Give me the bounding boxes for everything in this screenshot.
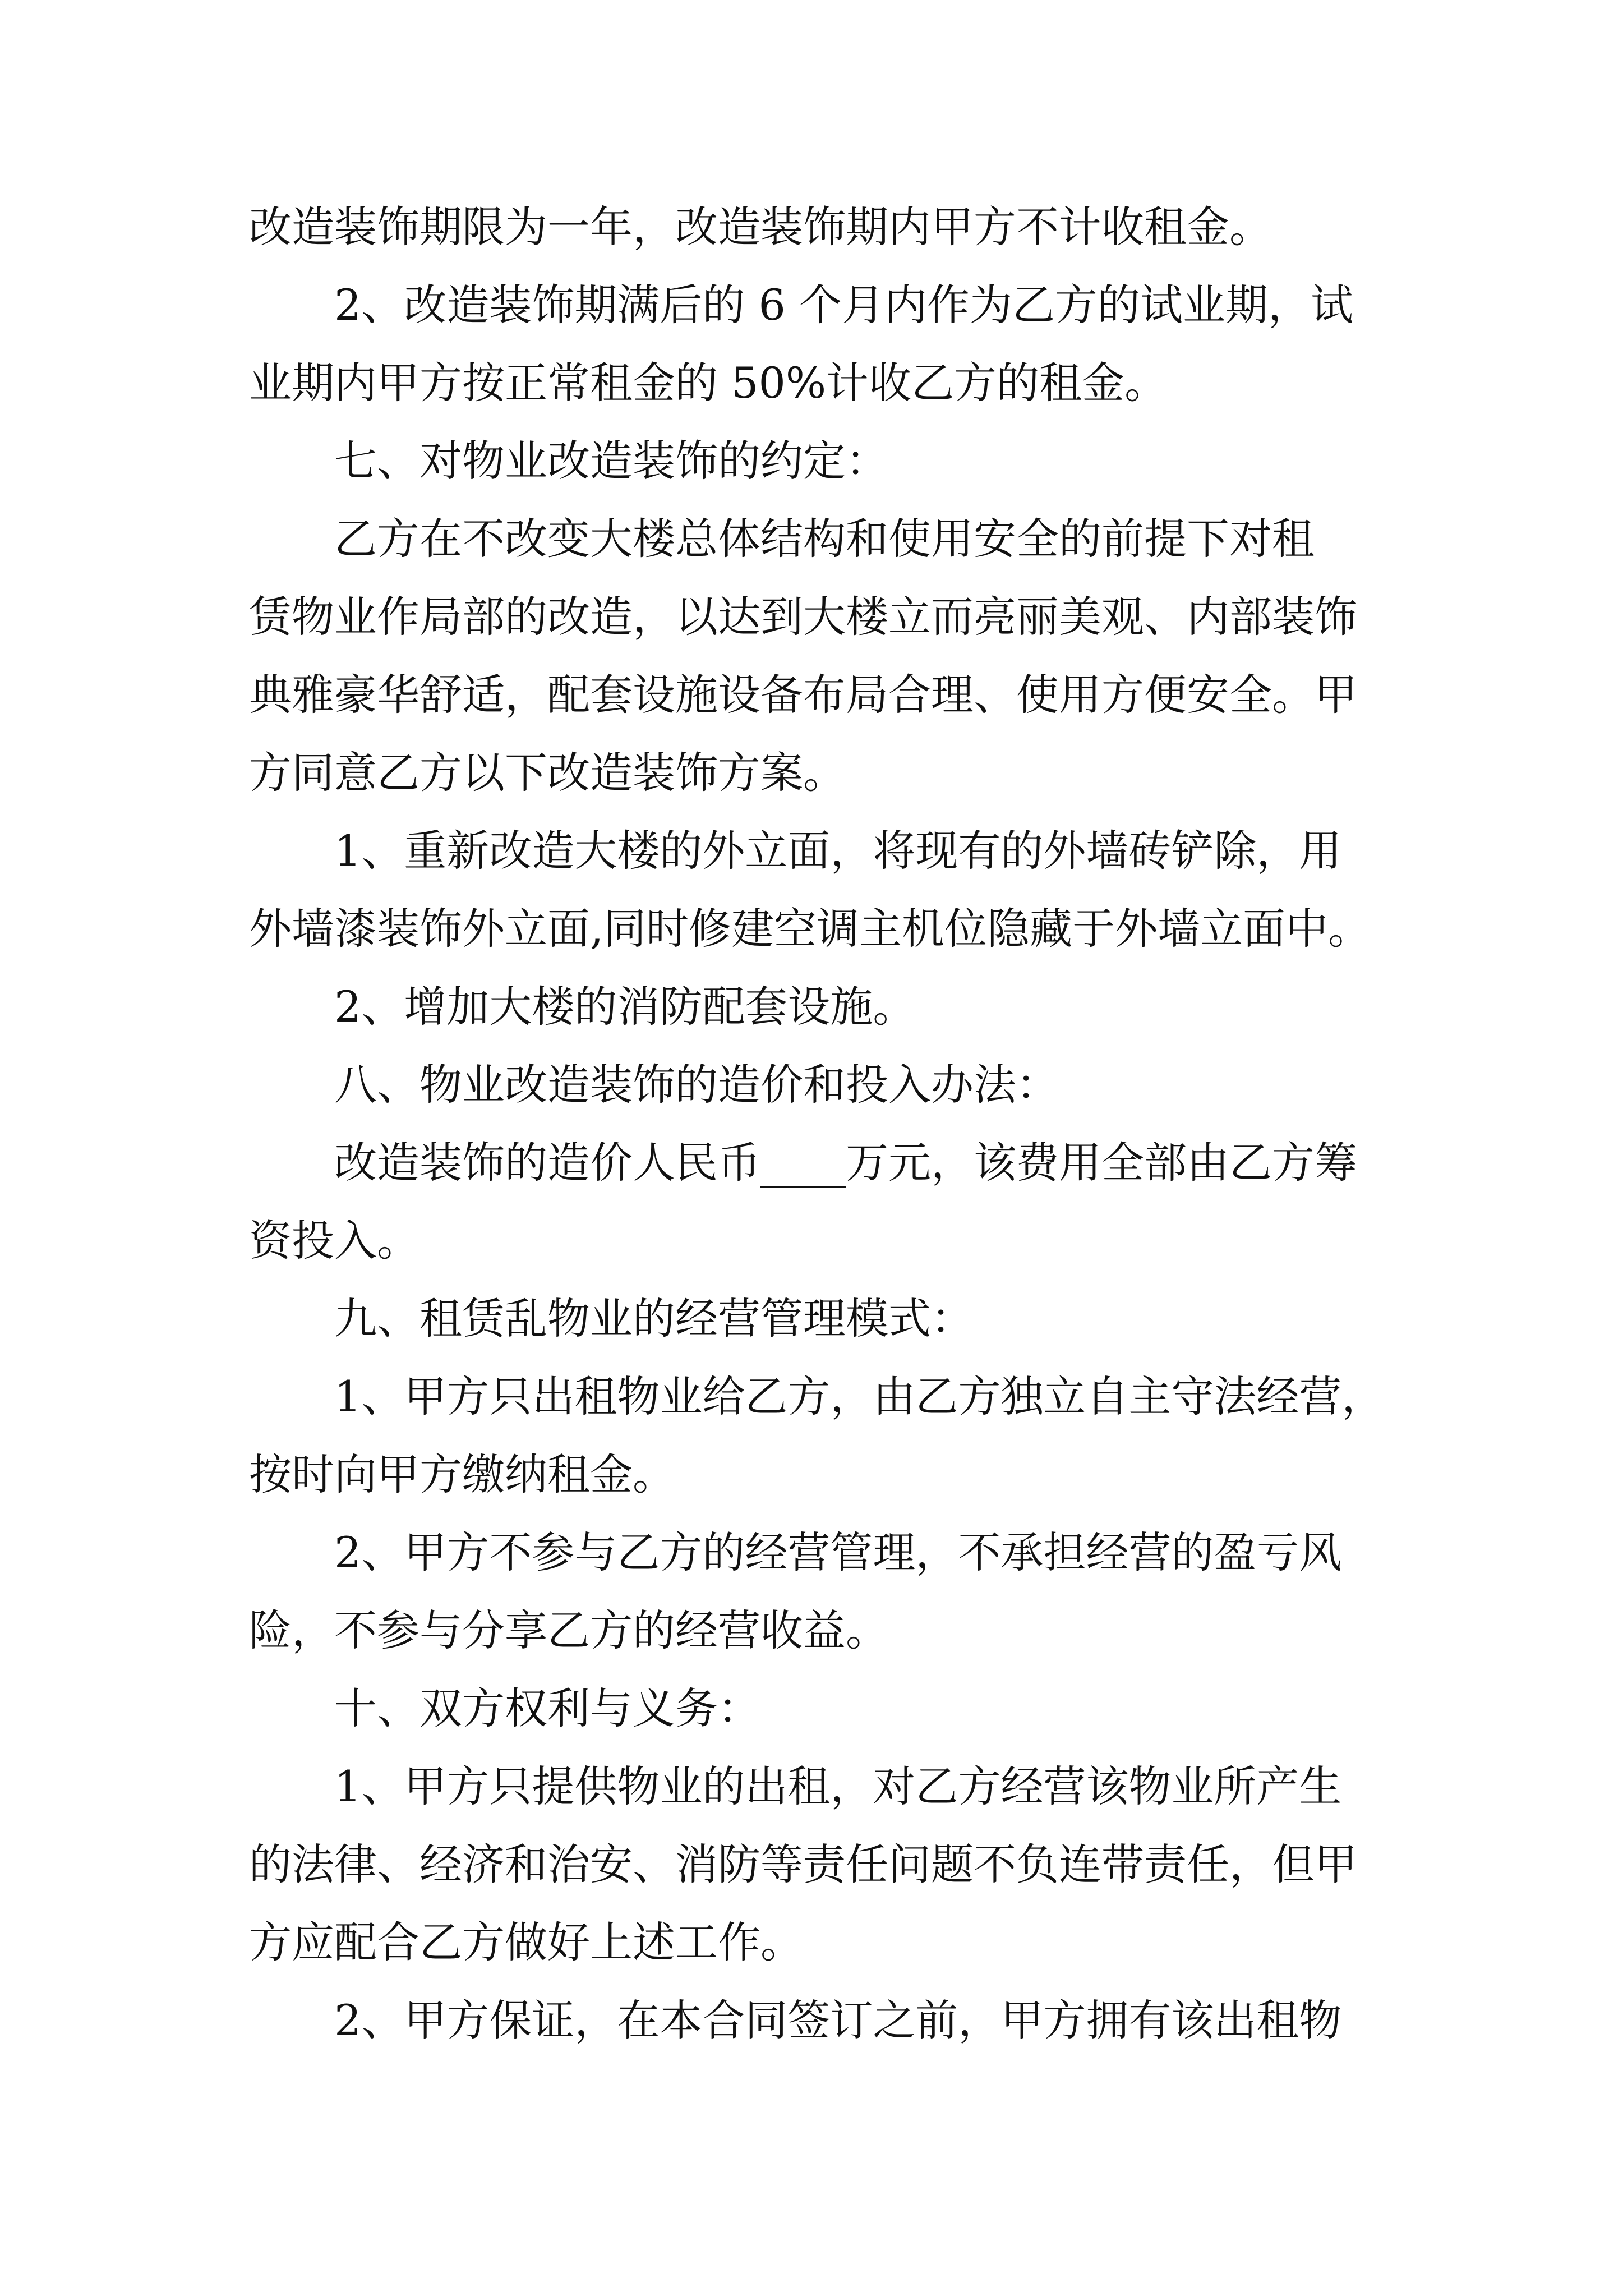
text-line: 改造装饰期限为一年，改造装饰期内甲方不计收租金。: [249, 202, 1272, 252]
document-body: [249, 188, 1387, 2059]
text-line: 1、甲方只出租物业给乙方，由乙方独立自主守法经营，: [334, 1372, 1385, 1421]
text-line: 业期内甲方按正常租金的 50%计收乙方的租金。: [249, 358, 1168, 408]
text-line: 赁物业作局部的改造，以达到大楼立而亮丽美观、内部装饰: [249, 592, 1357, 642]
text-line: 2、甲方保证，在本合同签订之前，甲方拥有该出租物: [334, 1995, 1342, 2045]
text-line: 十、双方权利与义务：: [334, 1683, 760, 1733]
text-line: 八、物业改造装饰的造价和投入办法：: [334, 1060, 1059, 1110]
text-line: 七、对物业改造装饰的约定：: [334, 436, 888, 486]
text-line: 1、甲方只提供物业的出租，对乙方经营该物业所产生: [334, 1761, 1342, 1811]
text-line: 改造装饰的造价人民币____万元，该费用全部由乙方筹: [334, 1138, 1357, 1188]
text-line: 乙方在不改变大楼总体结构和使用安全的前提下对租: [334, 514, 1315, 564]
text-line: 2、甲方不参与乙方的经营管理，不承担经营的盈亏风: [334, 1527, 1342, 1577]
text-line: 九、租赁乱物业的经营管理模式：: [334, 1294, 974, 1343]
text-line: 2、增加大楼的消防配套设施。: [334, 982, 916, 1032]
text-line: 的法律、经济和治安、消防等责任问题不负连带责任，但甲: [249, 1839, 1357, 1889]
text-line: 资投入。: [249, 1216, 419, 1266]
text-line: 典雅豪华舒适，配套设施设备布局合理、使用方便安全。甲: [249, 670, 1357, 720]
text-line: 2、改造装饰期满后的 6 个月内作为乙方的试业期，试: [334, 280, 1354, 330]
text-line: 按时向甲方缴纳租金。: [249, 1450, 675, 1499]
text-line: 1、重新改造大楼的外立面，将现有的外墙砖铲除，用: [334, 826, 1342, 876]
text-line: 险，不参与分享乙方的经营收益。: [249, 1605, 888, 1655]
text-line: 方同意乙方以下改造装饰方案。: [249, 748, 846, 798]
text-line: 外墙漆装饰外立面,同时修建空调主机位隐藏于外墙立面中。: [249, 904, 1371, 954]
text-line: 方应配合乙方做好上述工作。: [249, 1917, 803, 1967]
